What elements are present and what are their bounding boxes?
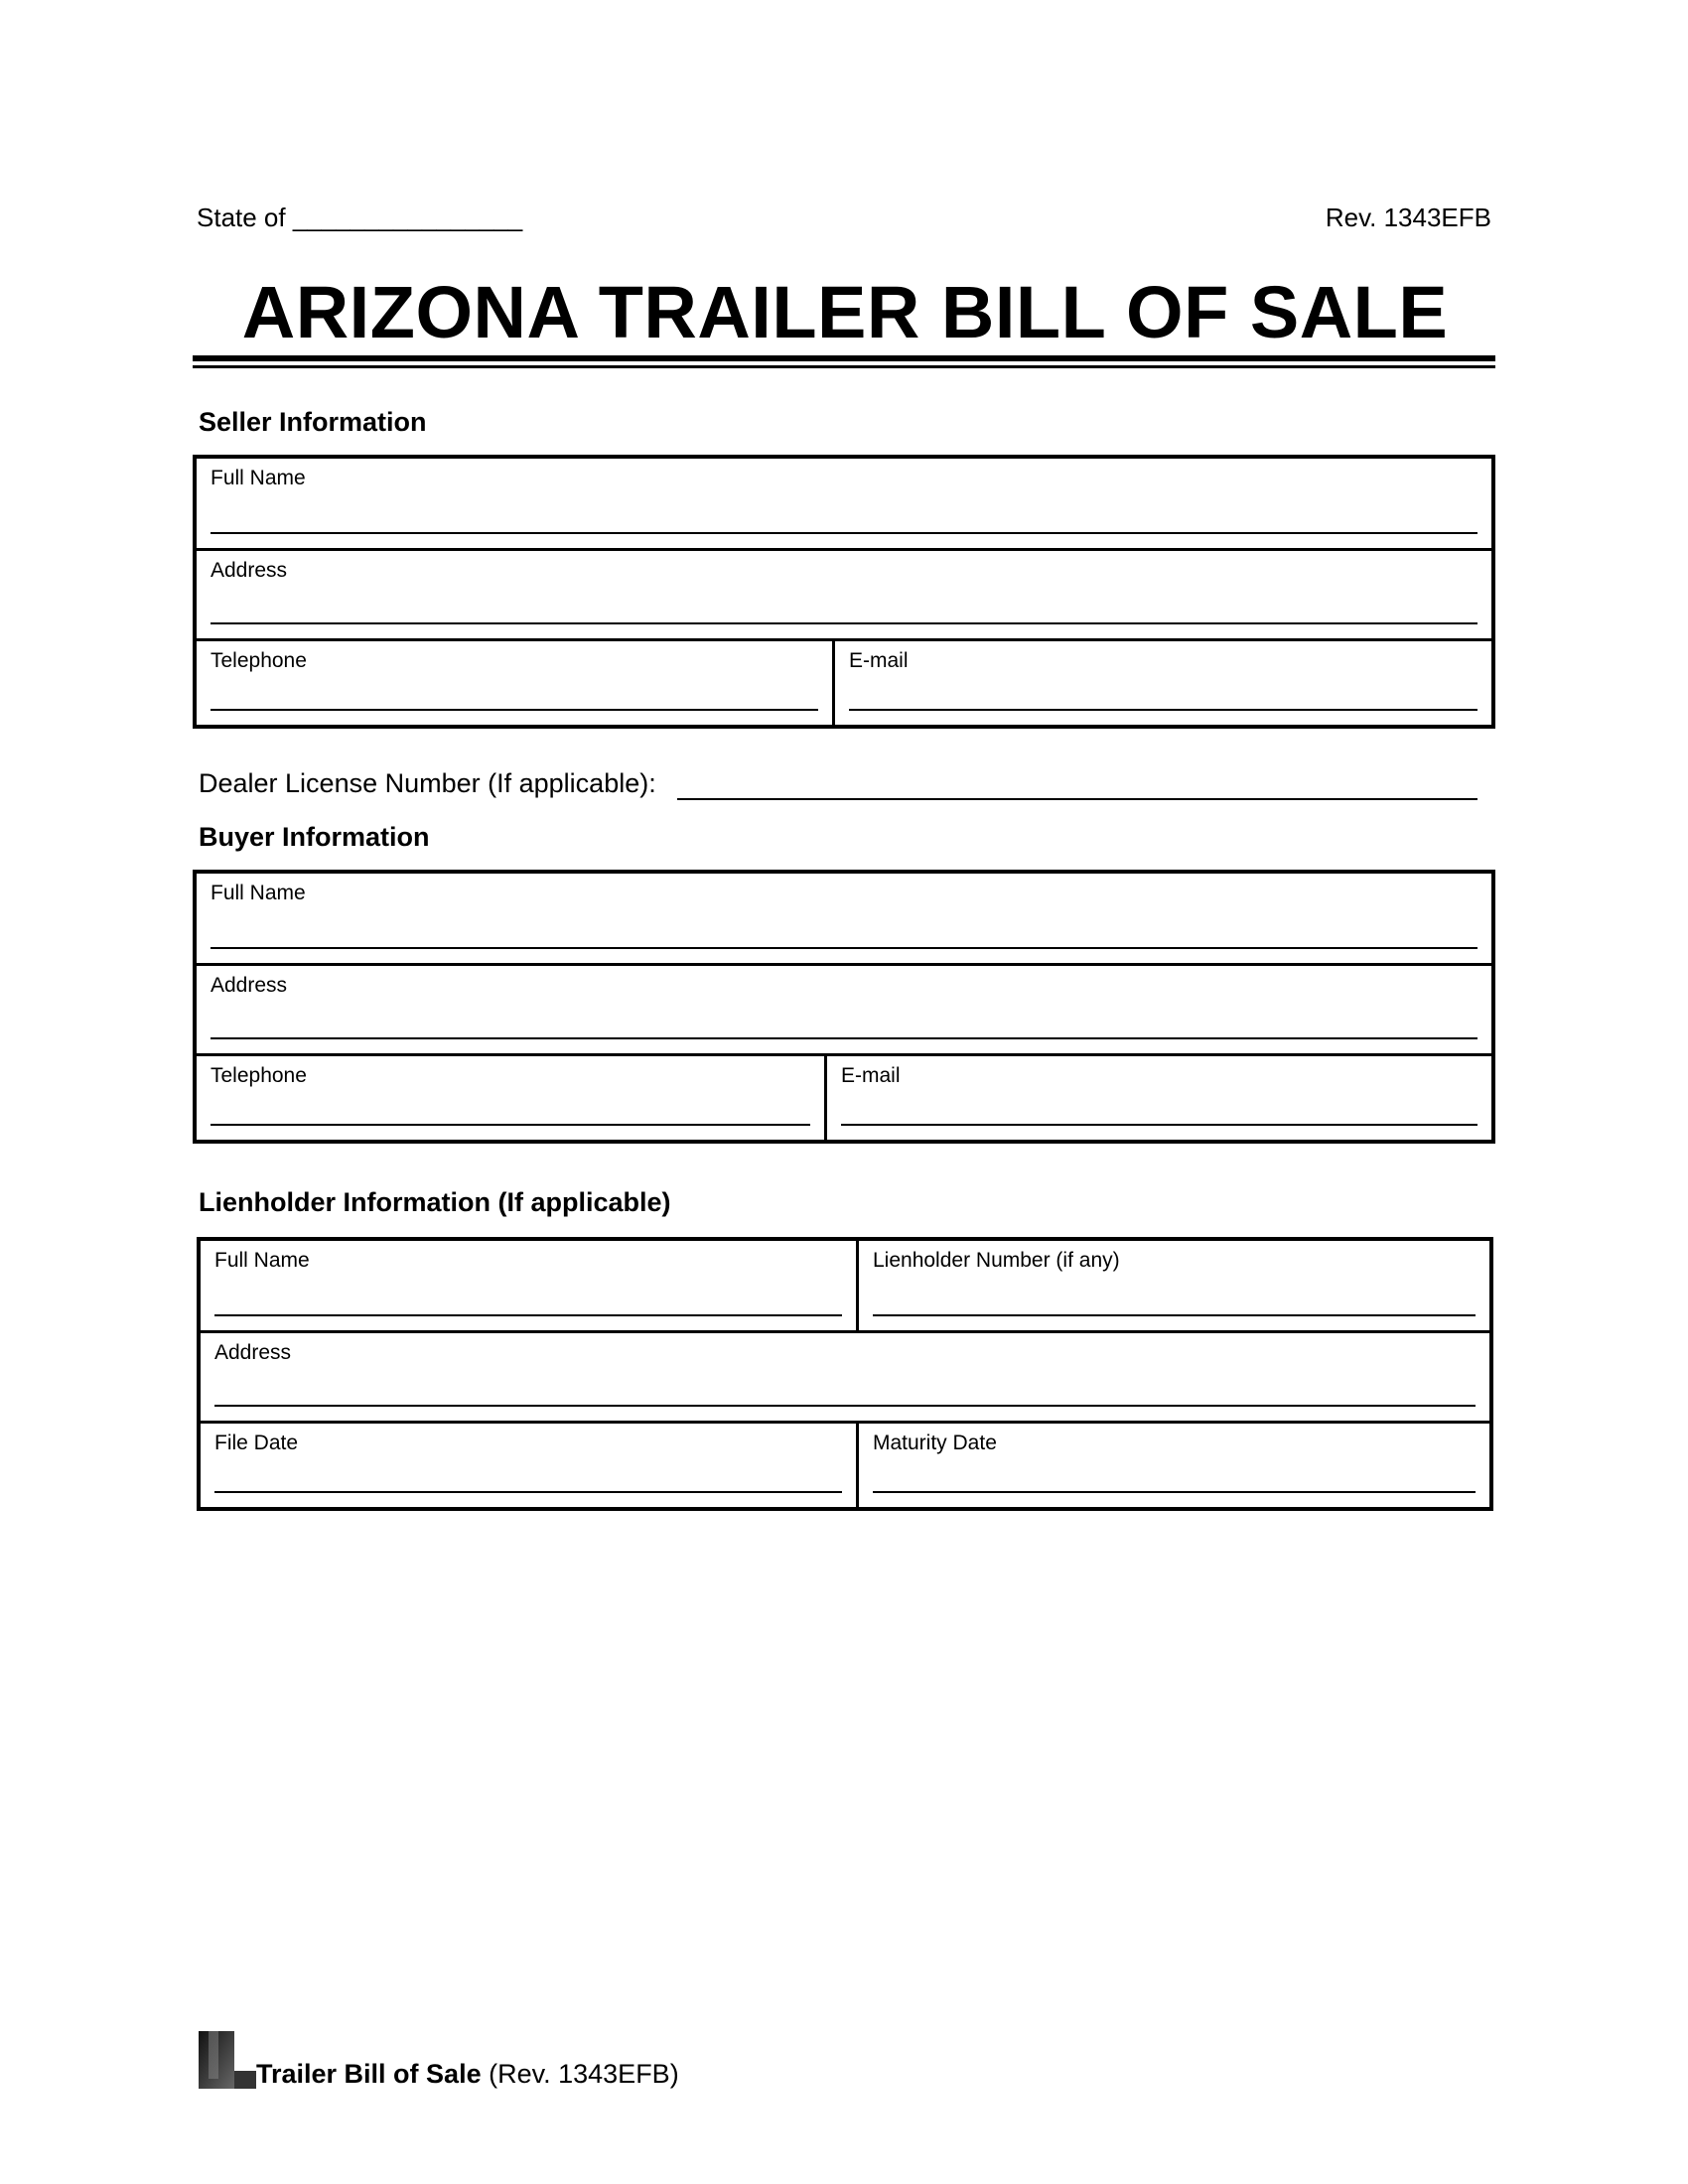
buyer-full-name-label: Full Name [211,882,306,904]
buyer-full-name-line [211,947,1477,949]
seller-telephone-label: Telephone [211,649,307,672]
lienholder-maturity-date-field[interactable] [856,1424,1489,1507]
buyer-telephone-field[interactable] [197,1056,824,1140]
dealer-license-label: Dealer License Number (If applicable): [199,768,656,798]
lienholder-address-field[interactable] [201,1333,1489,1421]
buyer-full-name-field[interactable] [197,874,1491,963]
buyer-address-row [197,963,1491,1053]
lienholder-section-title: Lienholder Information (If applicable) [199,1187,671,1217]
brand-logo-icon [199,2031,256,2089]
buyer-telephone-label: Telephone [211,1064,307,1087]
buyer-email-field[interactable] [824,1056,1491,1140]
lienholder-number-line [873,1314,1476,1316]
lienholder-name-row [201,1241,1489,1330]
dealer-license-input-line[interactable] [677,798,1477,800]
buyer-form [193,870,1495,1144]
footer-doc-name: Trailer Bill of Sale [256,2059,482,2089]
lienholder-form [197,1237,1493,1511]
lienholder-address-label: Address [214,1341,292,1364]
lienholder-full-name-label: Full Name [214,1249,310,1272]
lienholder-maturity-date-line [873,1491,1476,1493]
title-rule-thick [193,355,1495,361]
buyer-contact-row [197,1053,1491,1140]
document-title: ARIZONA TRAILER BILL OF SALE [241,271,1449,353]
seller-address-field[interactable] [197,551,1491,638]
lienholder-number-label: Lienholder Number (if any) [873,1249,1120,1272]
lienholder-maturity-date-label: Maturity Date [873,1432,997,1454]
seller-section-title: Seller Information [199,407,427,437]
lienholder-full-name-field[interactable] [201,1241,856,1330]
buyer-email-line [841,1124,1477,1126]
seller-address-line [211,622,1477,624]
title-rule-thin [193,365,1495,368]
lienholder-number-field[interactable] [856,1241,1489,1330]
seller-contact-row [197,638,1491,725]
seller-full-name-row [197,459,1491,548]
seller-telephone-line [211,709,818,711]
seller-email-line [849,709,1477,711]
revision-code: Rev. 1343EFB [1325,203,1491,232]
footer-document-name [256,2059,679,2090]
lienholder-address-line [214,1405,1476,1407]
footer-revision: (Rev. 1343EFB) [489,2059,679,2089]
buyer-address-label: Address [211,974,288,997]
lienholder-file-date-label: File Date [214,1432,299,1454]
lienholder-dates-row [201,1421,1489,1507]
buyer-email-label: E-mail [841,1064,901,1087]
seller-telephone-field[interactable] [197,641,832,725]
seller-address-row [197,548,1491,638]
buyer-section-title: Buyer Information [199,822,430,852]
seller-address-label: Address [211,559,288,582]
seller-full-name-label: Full Name [211,467,306,489]
buyer-address-line [211,1037,1477,1039]
lienholder-full-name-line [214,1314,842,1316]
buyer-full-name-row [197,874,1491,963]
seller-full-name-field[interactable] [197,459,1491,548]
state-of-field[interactable]: State of ________________ [197,203,523,232]
lienholder-file-date-field[interactable] [201,1424,856,1507]
lienholder-file-date-line [214,1491,842,1493]
seller-full-name-line [211,532,1477,534]
buyer-telephone-line [211,1124,810,1126]
seller-form [193,455,1495,729]
seller-email-label: E-mail [849,649,909,672]
seller-email-field[interactable] [832,641,1491,725]
lienholder-address-row [201,1330,1489,1421]
buyer-address-field[interactable] [197,966,1491,1053]
